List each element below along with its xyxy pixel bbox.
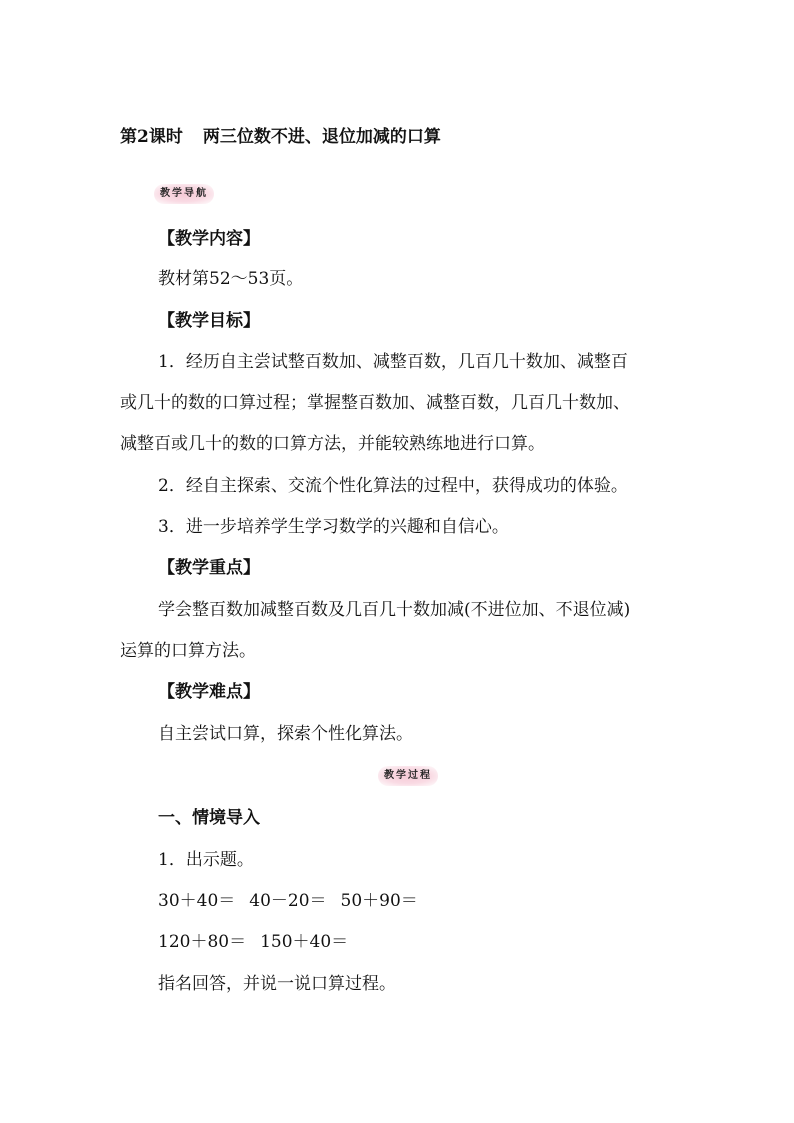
exercise-row-1 [158,890,418,912]
goal-1-line-2: 或几十的数的口算过程；掌握整百数加、减整百数，几百几十数加、 [120,393,630,413]
exercise-item: 40－20＝ [249,891,327,911]
exercise-item: 30＋40＝ [158,891,236,911]
teaching-guide-badge [154,184,214,204]
lesson-topic: 两三位数不进、退位加减的口算 [202,127,441,147]
exercise-item: 150＋40＝ [260,932,349,952]
goal-1-line-1: 1．经历自主尝试整百数加、减整百数，几百几十数加、减整百 [158,352,628,372]
key-line-1: 学会整百数加减整百数及几百几十数加减(不进位加、不退位减) [158,600,631,620]
key-heading: 【教学重点】 [158,558,260,578]
key-line-2: 运算的口算方法。 [120,641,256,661]
exercise-row-2 [158,931,348,953]
content-heading: 【教学内容】 [158,229,260,249]
step-heading: 一、情境导入 [158,808,260,828]
step-1: 1．出示题。 [158,850,254,870]
answer-instruction: 指名回答，并说一说口算过程。 [158,974,396,994]
teaching-process-badge [378,766,438,786]
content-text: 教材第52～53页。 [158,269,304,289]
difficulty-heading: 【教学难点】 [158,682,260,702]
goal-1-line-3: 减整百或几十的数的口算方法，并能较熟练地进行口算。 [120,434,545,454]
difficulty-text: 自主尝试口算，探索个性化算法。 [158,724,413,744]
goal-3: 3．进一步培养学生学习数学的兴趣和自信心。 [158,517,509,537]
teaching-process-label: 教学过程 [384,770,432,781]
lesson-number: 第2课时 [120,127,183,147]
goals-heading: 【教学目标】 [158,311,260,331]
teaching-guide-label: 教学导航 [160,188,208,199]
exercise-item: 120＋80＝ [158,932,247,952]
goal-2: 2．经自主探索、交流个性化算法的过程中，获得成功的体验。 [158,476,628,496]
exercise-item: 50＋90＝ [340,891,418,911]
lesson-title [120,126,441,148]
